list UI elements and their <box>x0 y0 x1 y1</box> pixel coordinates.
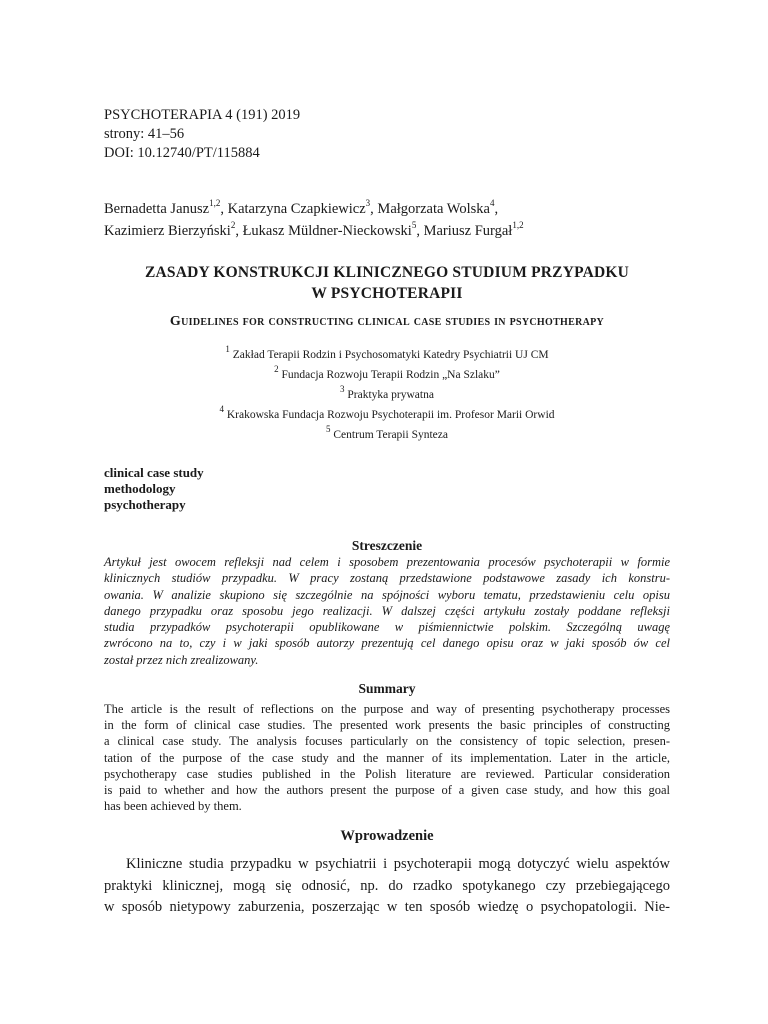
abstract-heading-polish: Streszczenie <box>351 538 423 553</box>
author-line-1: Bernadetta Janusz$^{1,2}$, Katarzyna Czapkiewicz$^3$, Małgorzata Wolska$^4$, <box>104 198 499 217</box>
abstract-polish: Artykuł jest owocem refleksji nad celem i sposobem prezentowania procesów psychoterapii w formie klinicznych studiów przypadku. W pracy zostaną przedstawione podstawowe zasady ich konstru- owania. W analizie skupiono się szczególnie na spójności wyboru tematu, przedstawieniu celu opisu danego przypadku oraz sposobu jego realizacji. W dalszej części artykułu zostały poddane refleksji studia przypadków psychoterapii opublikowane w piśmiennictwie polskim. Szczególną uwagę zwrócono na to, czy i w jaki sposób autorzy prezentują cel danego opisu oraz w jaki sposób ów cel został przez nich zrealizowany. <box>104 555 670 667</box>
author-affil-sup: 5 <box>411 220 417 231</box>
affiliation-item: $^5$ Centrum Terapii Synteza <box>326 424 448 441</box>
author-affil-sup: 1,2 <box>209 198 221 209</box>
keywords <box>104 465 204 513</box>
author-name: Katarzyna Czapkiewicz <box>227 201 366 217</box>
author-affil-sup: 4 <box>489 198 495 209</box>
author-affil-sup: 1,2 <box>512 220 524 231</box>
author-name: Kazimierz Bierzyński <box>104 223 231 239</box>
keyword: clinical case study <box>104 465 204 480</box>
doi: DOI: 10.12740/PT/115884 <box>104 145 260 161</box>
abstract-heading-english: Summary <box>358 681 416 696</box>
author-affil-sup: 2 <box>230 220 236 231</box>
page-range: strony: 41–56 <box>104 126 185 142</box>
author-line-2: Kazimierz Bierzyński$^2$, Łukasz Müldner-Nieckowski$^5$, Mariusz Furgał$^{1,2}$ <box>104 220 524 239</box>
affiliation-item: $^2$ Fundacja Rozwoju Terapii Rodzin „Na Szlaku” <box>274 364 500 381</box>
keyword: methodology <box>104 481 176 496</box>
author-list <box>104 198 704 242</box>
introduction-body: Kliniczne studia przypadku w psychiatrii i psychoterapii mogą dotyczyć wielu aspektów praktyki klinicznej, mogą się odnosić, np. do rzadko spotykanego czy przebiegającego w sposób nietypowy zaburzenia, poszerzając w ten sposób wiedzę o psychopatologii. Nie- <box>104 856 670 915</box>
author-name: Łukasz Müldner-Nieckowski <box>242 223 412 239</box>
author-affil-sup: 3 <box>365 198 371 209</box>
affiliation-item: $^4$ Krakowska Fundacja Rozwoju Psychoterapii im. Profesor Marii Orwid <box>219 404 555 421</box>
author-name: Małgorzata Wolska <box>377 201 490 217</box>
affiliation-item: $^1$ Zakład Terapii Rodzin i Psychosomatyki Katedry Psychiatrii UJ CM <box>225 344 549 361</box>
author-name: Bernadetta Janusz <box>104 201 210 217</box>
affiliations <box>104 345 670 445</box>
journal-info <box>104 106 300 163</box>
section-heading-introduction: Wprowadzenie <box>340 828 434 844</box>
affiliation-item: $^3$ Praktyka prywatna <box>340 384 434 401</box>
author-name: Mariusz Furgał <box>423 223 513 239</box>
journal-title: PSYCHOTERAPIA 4 (191) 2019 <box>104 107 301 123</box>
abstract-english: The article is the result of reflections on the purpose and way of presenting psychotherapy processes in the form of clinical case studies. The presented work presents the basic principles of constructing a clinical case study. The analysis focuses particularly on the consistency of topic selection, presen- tation of the purpose of the case study and the manner of its implementation. Later in the article, psychotherapy case studies published in the Polish literature are reviewed. Particular consideration is paid to whether and how the authors present the purpose of a given case study, and how this goal has been achieved by them. <box>104 702 670 814</box>
article-title-english: Guidelines for constructing clinical case studies in psychotherapy <box>169 314 605 329</box>
article-title-polish: ZASADY KONSTRUKCJI KLINICZNEGO STUDIUM PRZYPADKU W PSYCHOTERAPII <box>144 264 630 302</box>
keyword: psychotherapy <box>104 497 186 512</box>
